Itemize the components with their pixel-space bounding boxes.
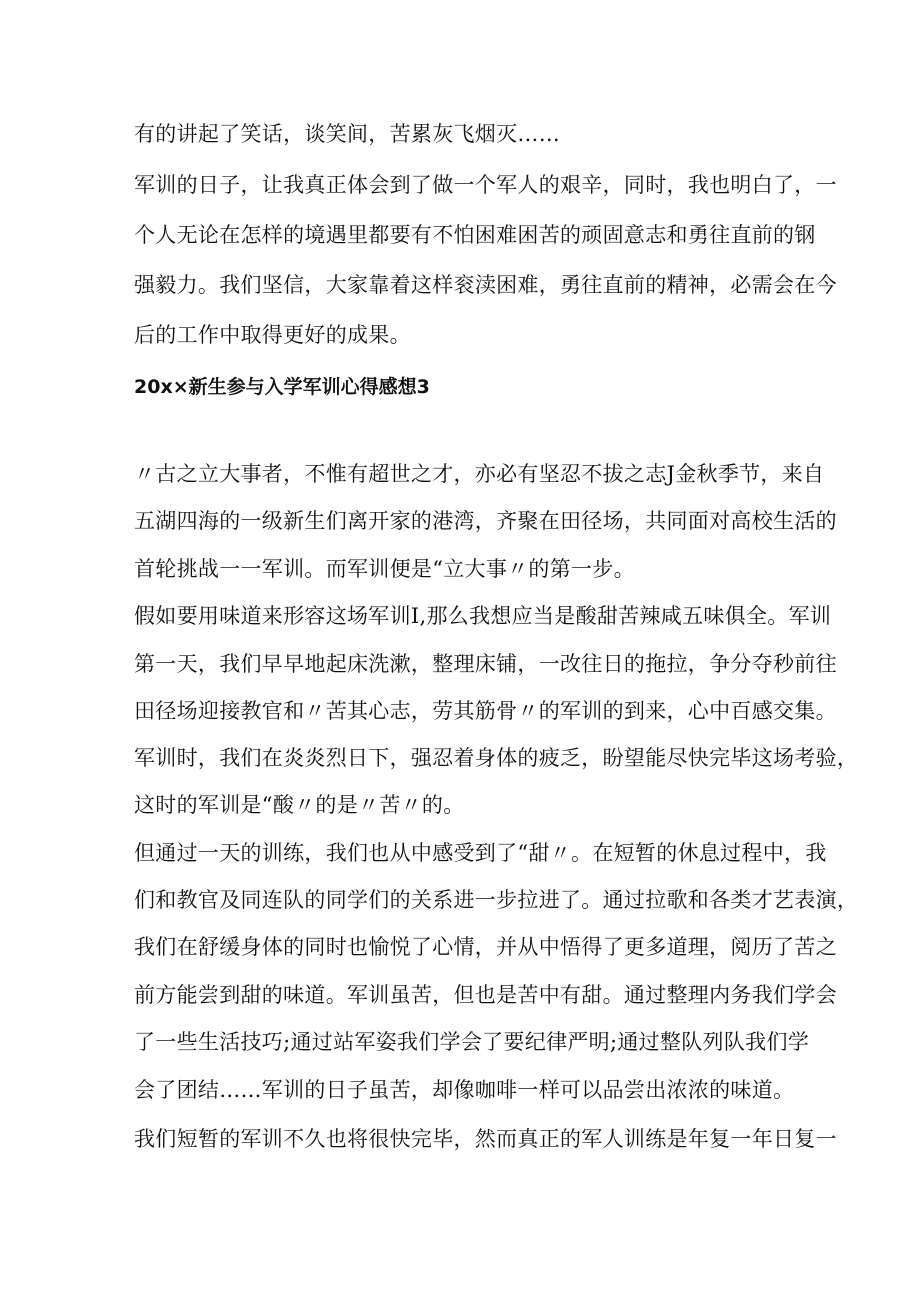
text-line: 有的讲起了笑话，谈笑间，苦累灰飞烟灭……: [134, 122, 560, 146]
text-line: 后的工作中取得更好的成果。: [134, 323, 411, 347]
text-line: 军训时，我们在炎炎烈日下，强忍着身体的疲乏，盼望能尽快完毕这场考验，: [134, 746, 859, 770]
section-heading: 20x×新生参与入学军训心得感想3: [134, 376, 430, 398]
text-line: 五湖四海的一级新生们离开家的港湾，齐聚在田径场，共同面对高校生活的: [134, 509, 837, 533]
text-line: 我们在舒缓身体的同时也愉悦了心情，并从中悟得了更多道理，阅历了苦之: [134, 935, 837, 959]
text-line: 个人无论在怎样的境遇里都要有不怕困难困苦的顽固意志和勇往直前的钢: [134, 223, 816, 247]
text-line: 〃古之立大事者，不惟有超世之才，亦必有坚忍不拔之志J金秋季节，来自: [134, 462, 825, 486]
text-line: 了一些生活技巧;通过站军姿我们学会了要纪律严明;通过整队列队我们学: [134, 1030, 810, 1054]
text-line: 我们短暂的军训不久也将很快完毕，然而真正的军人训练是年复一年日复一: [134, 1127, 837, 1151]
text-line: 但通过一天的训练，我们也从中感受到了“甜〃。在短暂的休息过程中，我: [134, 841, 827, 865]
text-line: 们和教官及同连队的同学们的关系进一步拉进了。通过拉歌和各类才艺表演，: [134, 888, 859, 912]
text-line: 这时的军训是“酸〃的是〃苦〃的。: [134, 793, 465, 817]
text-line: 首轮挑战一一军训。而军训便是“立大事〃的第一步。: [134, 557, 635, 581]
text-line: 田径场迎接教官和〃苦其心志，劳其筋骨〃的军训的到来，心中百感交集。: [134, 699, 837, 723]
text-line: 前方能尝到甜的味道。军训虽苦，但也是苦中有甜。通过整理内务我们学会: [134, 983, 837, 1007]
text-line: 军训的日子，让我真正体会到了做一个军人的艰辛，同时，我也明白了，一: [134, 173, 837, 197]
text-line: 会了团结……军训的日子虽苦，却像咖啡一样可以品尝出浓浓的味道。: [134, 1078, 795, 1102]
text-line: 假如要用味道来形容这场军训I,那么我想应当是酸甜苦辣咸五味俱全。军训: [134, 604, 832, 628]
text-line: 强毅力。我们坚信，大家靠着这样衮渎困难，勇往直前的精神，必需会在今: [134, 273, 837, 297]
text-line: 第一天，我们早早地起床洗漱，整理床铺，一改往日的拖拉，争分夺秒前往: [134, 652, 837, 676]
